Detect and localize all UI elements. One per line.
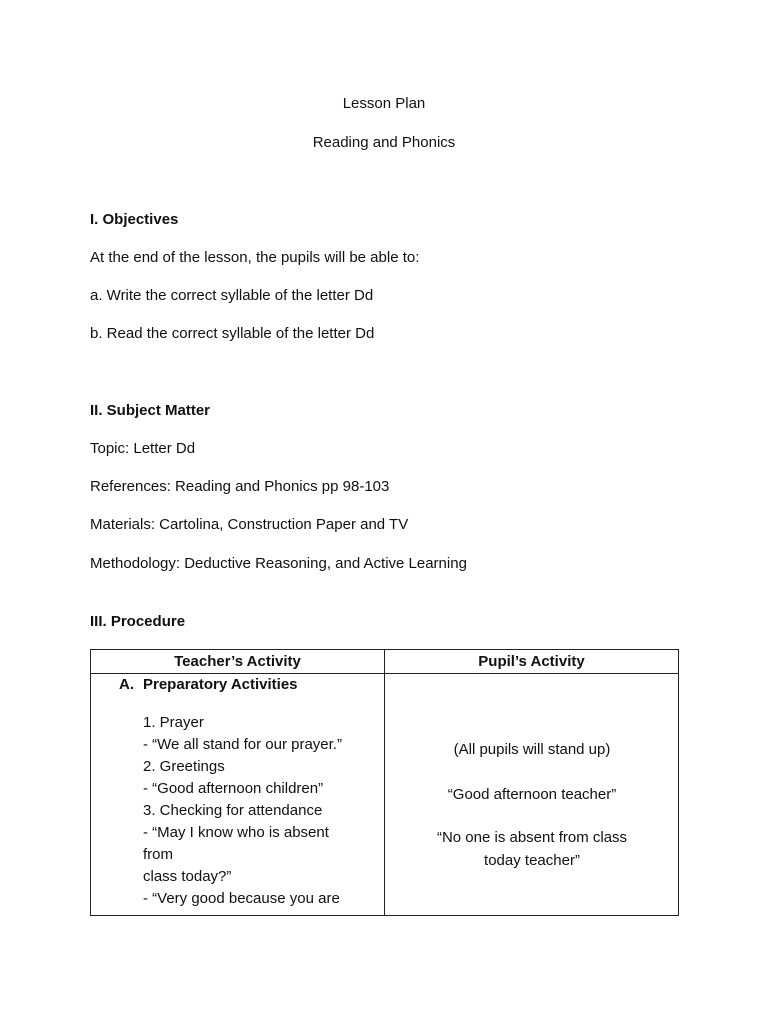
methodology-line: Methodology: Deductive Reasoning, and Active Learning [90,555,467,572]
document-subtitle: Reading and Phonics [312,134,456,151]
procedure-heading: III. Procedure [90,613,186,630]
section-letter: A. [119,676,134,693]
pupil-line: (All pupils will stand up) [453,741,611,758]
teacher-line: from [143,846,173,863]
pupil-line: today teacher” [484,852,580,869]
table-row [91,674,679,916]
subject-matter-heading: II. Subject Matter [90,402,211,419]
materials-line: Materials: Cartolina, Construction Paper and TV [90,516,409,533]
teacher-line: - “Good afternoon children” [143,780,324,797]
table-header-row [91,650,679,674]
references-line: References: Reading and Phonics pp 98-103 [90,478,390,495]
topic-line: Topic: Letter Dd [90,440,196,457]
objective-item: a. Write the correct syllable of the letter Dd [90,287,374,304]
pupil-activity-cell [385,674,679,916]
teacher-activity-cell [91,674,385,916]
objective-item: b. Read the correct syllable of the letter Dd [90,325,375,342]
pupil-line: “No one is absent from class [436,829,628,846]
objectives-intro: At the end of the lesson, the pupils will be able to: [90,249,420,266]
teacher-line: - “Very good because you are [143,890,340,907]
teacher-line: class today?” [143,868,232,885]
objectives-heading: I. Objectives [90,211,179,228]
pupil-activity-header: Pupil’s Activity [385,650,679,674]
pupil-line: “Good afternoon teacher” [447,786,617,803]
document-title: Lesson Plan [342,95,426,112]
teacher-line: - “We all stand for our prayer.” [143,736,342,753]
teacher-line: 3. Checking for attendance [143,802,323,819]
teacher-activity-header: Teacher’s Activity [91,650,385,674]
section-title: Preparatory Activities [143,676,298,693]
teacher-line: - “May I know who is absent [143,824,329,841]
teacher-line: 1. Prayer [143,714,204,731]
procedure-table [90,649,679,916]
teacher-line: 2. Greetings [143,758,225,775]
